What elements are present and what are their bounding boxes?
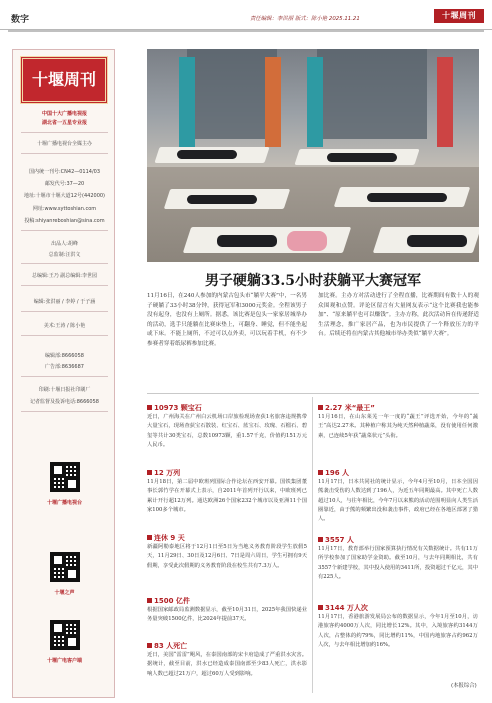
divider: [21, 376, 108, 377]
brief-text: 11月17日，日本共同社的统计显示，今年4月至10月，日本全国因熊袭击受伤的人数达到了196人，为近五年同期最高。其中死亡人数超过10人，与往年相比，今年7月以来熊的活动范围明显向人类生活圈靠近，由于熊的频繁出没和袭击事件，政府已经在各地区部署了猎人。: [318, 479, 478, 523]
qr-code-icon[interactable]: [50, 620, 80, 650]
person: [367, 193, 447, 202]
divider: [21, 230, 108, 231]
person: [287, 231, 327, 251]
email-line[interactable]: 投稿:shiyanreboshian@sina.com: [24, 218, 105, 224]
header-rule: [8, 30, 484, 32]
printer-line: 印刷:十堰日报社印刷厂: [38, 387, 91, 393]
slogan-line: 中国十大广播电视报: [41, 111, 87, 117]
brief-title: 12 万列: [147, 468, 180, 478]
banner: [265, 57, 281, 147]
column-divider: [312, 397, 313, 693]
brief-text: 根据国家邮政局监测数据显示，截至10月31日，2025年我国快递业务量突破1500亿件，比2024年提前37天。: [147, 607, 307, 623]
cn-number: 国内统一刊号:CN42—0114/03: [28, 169, 101, 175]
divider: [21, 132, 108, 133]
sidebar-panel: [12, 49, 115, 698]
edit-phone: 编辑部:8666058: [45, 353, 84, 359]
person: [217, 235, 277, 247]
brief-title: 3557 人: [318, 535, 354, 545]
brief-text: 近日，广州海关在广州白云机场口岸旅检现场查获1名旅客违规携带大量宝石，现场查获宝石散装、红宝石、蓝宝石、玫瑰、石榴石、碧玺等共计30类宝石，总数10973颗，重1.57千克，价值约151万元人民币。: [147, 414, 307, 448]
brief-title: 2.27 米“最王”: [318, 403, 375, 413]
qr-label: 十堰广播电视台: [46, 500, 82, 506]
brief-title: 3144 万人次: [318, 603, 368, 613]
section-name: 数字: [11, 15, 30, 25]
brief-title: 196 人: [318, 468, 349, 478]
source-credit: (本报综合): [451, 683, 477, 689]
page-header: [0, 0, 492, 30]
website-line[interactable]: 网址:www.syttoshian.com: [32, 206, 97, 212]
postal-code: 邮发代号:37—20: [44, 181, 85, 187]
sponsor-line: 十堰广播电视台全媒主办: [36, 141, 92, 147]
divider: [21, 411, 108, 412]
masthead-logo: 十堰周刊: [20, 56, 108, 104]
store-display: [317, 49, 427, 139]
banner: [307, 57, 323, 147]
article-headline: 男子硬躺33.5小时获躺平大赛冠军: [204, 273, 422, 289]
art-line: 美术:王涛 / 陈小艳: [43, 323, 86, 329]
ad-phone: 广告部:8636687: [45, 364, 84, 370]
chief-editor-line: 总编辑:王乃 副总编辑:李世园: [32, 273, 97, 279]
brief-text: 新疆阿勒泰地区将于12月1日至5日为当地义务教育阶段学生放假5天，11月29日、30日及12月6日、7日是周六周日，学生可拥有9天假期，享受此次假期的义务教育阶段在校生共有7.3万人。: [147, 544, 307, 569]
divider: [21, 311, 108, 312]
brief-text: 11月17日，香港旅游发展局公布的数据显示，今年1月至10月，访港旅客约4000万人次，同比增长12%。其中，入境旅客约3144万人次，占整体的约79%，同比增约11%，中国内地旅客占约962万人次，与去年相比增加约16%。: [318, 614, 478, 648]
contest-photo: [147, 49, 479, 262]
person: [187, 195, 257, 204]
banner: [179, 57, 195, 147]
person: [407, 235, 467, 247]
address-line: 地址:十堰市十堰大道12号(442000): [23, 193, 106, 199]
article-column-2: 加比赛。主办方对活动进行了全程直播，比赛期间有数十人的观众围观和点赞。评论区留言有大量网友表示“这个比赛我也能参加”、“原来躺平也可以赚钱”。主办方称，此次活动旨在传递舒适生活理念，推广家居产品，也为市民提供了一个释放压力的平台。后续还将在内蒙古其他城市举办类似“躺平大赛”。: [318, 293, 479, 338]
editors-line: 编辑:张洪丽 / 李婷 / 于子涵: [33, 299, 96, 305]
publisher-line: 出品人:胡峰: [51, 241, 78, 247]
brief-text: 近日，美国“雷雷”飓风，在泰国南部的宋卡府造成了严重洪水灾害。据统计，截至目前，洪水已经造成泰国南部至少83人死亡，洪水影响人数已超过21万户，超过60万人受到影响。: [147, 652, 307, 677]
banner: [437, 57, 453, 147]
brief-title: 83 人死亡: [147, 641, 187, 651]
qr-label: 十堰之声: [54, 590, 75, 596]
divider: [21, 335, 108, 336]
qr-code-icon[interactable]: [50, 462, 80, 492]
supervisor-line: 总监制:汪洪文: [48, 252, 81, 258]
divider: [21, 153, 108, 154]
brief-text: 11月16日，在山东莱芜一年一度的“蔬王”评选开始，今年的“蔬王”高达2.27米。其种植户称其为纯天然种植蔬菜，没有使用任何激素，已连续5年获“蔬菜状元”头衔。: [318, 414, 478, 439]
qr-code-icon[interactable]: [50, 552, 80, 582]
article-column-1: 11月16日，在240人参加的内蒙古包头市“躺平大赛”中，一名男子硬躺了33小时38分钟，获得冠军和3000元奖金。全程该男子没有起身，也没有上厕所。据悉，该比赛是包头一家家居城举办的活动，选手只能躺在比赛床垫上，可翻身、睡觉，但不能坐起或下床。不能上厕所，不过可以点外卖，可以玩着手机，有不少参赛者穿着纸尿裤参加比赛。: [147, 293, 307, 347]
store-display: [187, 49, 277, 139]
brief-title: 1500 亿件: [147, 596, 190, 606]
qr-label: 十堰广电客户端: [46, 658, 82, 664]
editor-credits: 责任编辑：李洪丽 版式：陈小艳 2025.11.21: [250, 16, 360, 22]
report-phone: 记者监督及投诉电话:8666058: [30, 399, 99, 405]
person: [177, 150, 237, 159]
person: [327, 153, 397, 162]
brief-text: 11月17日，教育部举行国家预算执行情况有关数据统计。共有11万所学校参加了国家助学金资助。截至10月，与去年同期相比，共有3557个新建学校，其中投入使用的3411所，投资超过千亿元，其中有225人。: [318, 546, 478, 580]
brief-text: 11月18日，第二届中欧班列国际合作论坛在西安开幕。国铁集团董事长郭竹学在开幕式上表示，自2011年首列开行以来，中欧班列已累计开行超12万列。通达欧洲26个国家232个城市以及亚洲11个国家100多个城市。: [147, 479, 307, 513]
brief-title: 10973 颗宝石: [147, 403, 202, 413]
divider: [21, 285, 108, 286]
brief-title: 连休 9 天: [147, 533, 185, 543]
divider: [21, 263, 108, 264]
slogan-line: 湖北省一五星专业报: [41, 120, 87, 126]
masthead-small: 十堰周刊: [434, 9, 484, 23]
